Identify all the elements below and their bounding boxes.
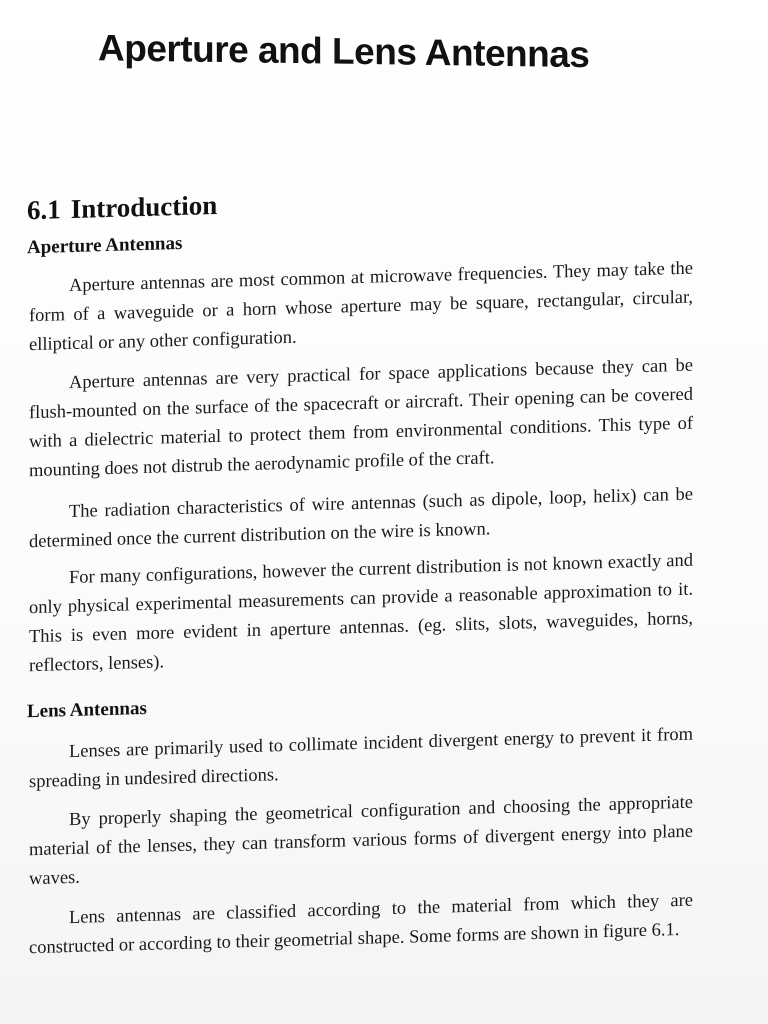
- aperture-antennas-heading: Aperture Antennas: [27, 232, 183, 259]
- lens-paragraph-1: Lenses are primarily used to collimate incident divergent energy to prevent it from spreading in undesired directions.: [29, 724, 693, 793]
- aperture-paragraph-4: For many configurations, however the current distribution is not known exactly and only physical experimental measurements can provide a reasonable approximation to it. This is even more evident in aperture antennas. (eg. slits, slots, waveguides, horns, reflectors, lenses).: [29, 550, 693, 677]
- section-heading: [27, 190, 217, 226]
- aperture-paragraph-3: The radiation characteristics of wire antennas (such as dipole, loop, helix) can be determined once the current distribution on the wire is known.: [29, 484, 693, 553]
- lens-paragraph-2: By properly shaping the geometrical configuration and choosing the appropriate material of the lenses, they can transform various forms of divergent energy into plane waves.: [29, 792, 693, 890]
- aperture-paragraph-1: Aperture antennas are most common at microwave frequencies. They may take the form of a waveguide or a horn whose aperture may be square, rectangular, circular, elliptical or any other configuration.: [29, 258, 693, 356]
- section-number: 6.1: [27, 194, 61, 226]
- lens-paragraph-3: Lens antennas are classified according to the material from which they are constructed or according to their geometrial shape. Some forms are shown in figure 6.1.: [29, 890, 693, 959]
- lens-antennas-heading: Lens Antennas: [27, 697, 147, 723]
- chapter-title: Aperture and Lens Antennas: [98, 27, 590, 76]
- section-title: Introduction: [70, 189, 218, 225]
- aperture-paragraph-2: Aperture antennas are very practical for space applications because they can be flush-mounted on the surface of the spacecraft or aircraft. Their opening can be covered with a dielectric material to protect them from environmental conditions. This type of mounting does not distrub the aerodynamic profile of the craft.: [29, 355, 693, 482]
